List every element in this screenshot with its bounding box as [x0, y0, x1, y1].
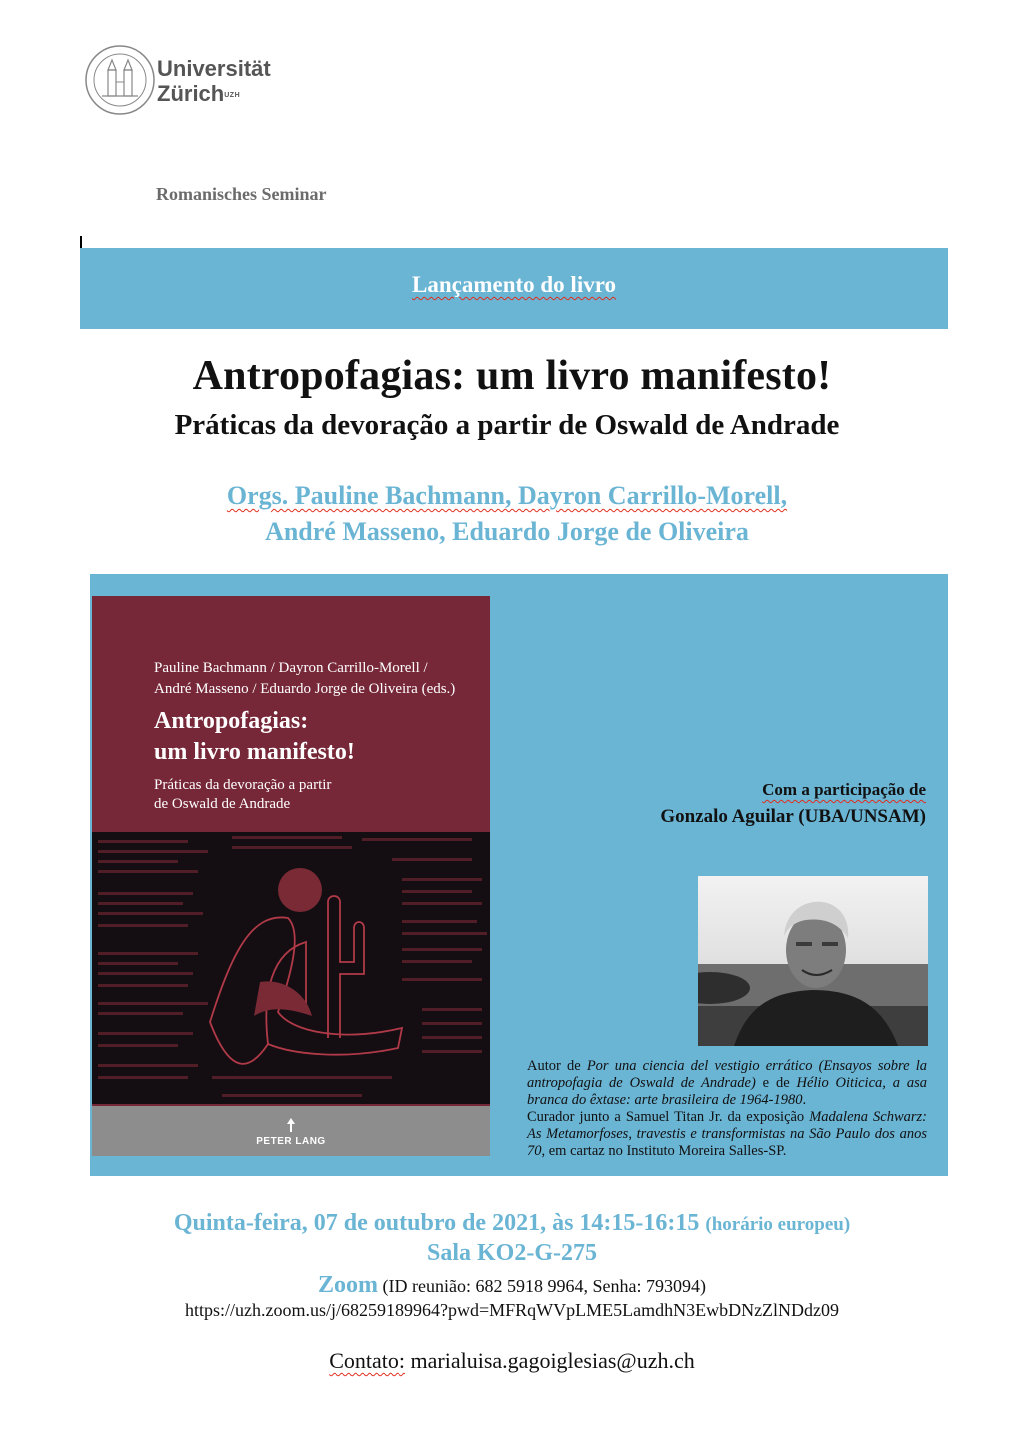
zoom-info — [0, 1272, 1024, 1299]
zoom-details: (ID reunião: 682 5918 9964, Senha: 793094) — [382, 1276, 706, 1296]
zoom-link[interactable]: https://uzh.zoom.us/j/68259189964?pwd=MFRqWVpLME5LamdhN3EwbDNzZlNDdz09 — [184, 1300, 840, 1320]
participant-name: Gonzalo Aguilar (UBA/UNSAM) — [660, 806, 926, 827]
organizers-line2: André Masseno, Eduardo Jorge de Oliveira — [265, 517, 749, 546]
uzh-seal-logo — [84, 44, 156, 116]
cover-subtitle: Práticas da devoração a partir de Oswald de Andrade — [154, 777, 332, 812]
participation-label: Com a participação de — [762, 780, 926, 799]
book-cover — [92, 596, 490, 1156]
participant-photo — [698, 876, 928, 1046]
seminar-name: Romanisches Seminar — [156, 184, 327, 204]
organizers — [0, 478, 1014, 550]
cover-illustration — [92, 832, 490, 1104]
organizers-line1: Orgs. Pauline Bachmann, Dayron Carrillo-Morell, — [226, 481, 788, 510]
university-sup: UZH — [224, 92, 241, 99]
event-date: Quinta-feira, 07 de outubro de 2021, às 14:15-16:15 (horário europeu) — [173, 1210, 851, 1236]
banner — [80, 248, 948, 329]
university-line2: Zürich — [157, 81, 225, 106]
contact-line: Contato: marialuisa.gagoiglesias@uzh.ch — [329, 1348, 695, 1373]
bio-paragraph-1: Autor de Por una ciencia del vestigio errático (Ensayos sobre la antropofagia de Oswald de Andrade) e de Hélio Oiticica, a asa branca do êxtase: arte brasileira de 1964-1980. — [527, 1058, 927, 1108]
contact-email-link[interactable]: marialuisa.gagoiglesias@uzh.ch — [410, 1348, 695, 1373]
university-line1: Universität — [157, 56, 271, 81]
zoom-label: Zoom — [318, 1272, 379, 1298]
contact-label: Contato — [329, 1348, 399, 1373]
cover-publisher-band — [92, 1106, 490, 1156]
cover-artwork — [92, 832, 490, 1104]
bio-paragraph-2: Curador junto a Samuel Titan Jr. da exposição Madalena Schwarz: As Metamorfoses, travestis e transformistas na São Paulo dos anos 70, em cartaz no Instituto Moreira Salles-SP. — [527, 1109, 928, 1159]
university-name — [157, 56, 271, 106]
peter-lang-logo-icon — [285, 1118, 297, 1132]
cover-authors: Pauline Bachmann / Dayron Carrillo-Morell / André Masseno / Eduardo Jorge de Oliveira (eds.) — [154, 660, 456, 697]
publisher-name: PETER LANG — [256, 1136, 326, 1147]
event-room: Sala KO2-G-275 — [426, 1240, 597, 1266]
cover-title: Antropofagias: um livro manifesto! — [154, 708, 355, 765]
participant-bio — [527, 1058, 927, 1160]
event-subtitle: Práticas da devoração a partir de Oswald de Andrade — [174, 409, 840, 441]
event-title: Antropofagias: um livro manifesto! — [192, 353, 832, 399]
banner-label: Lançamento do livro — [411, 272, 617, 297]
